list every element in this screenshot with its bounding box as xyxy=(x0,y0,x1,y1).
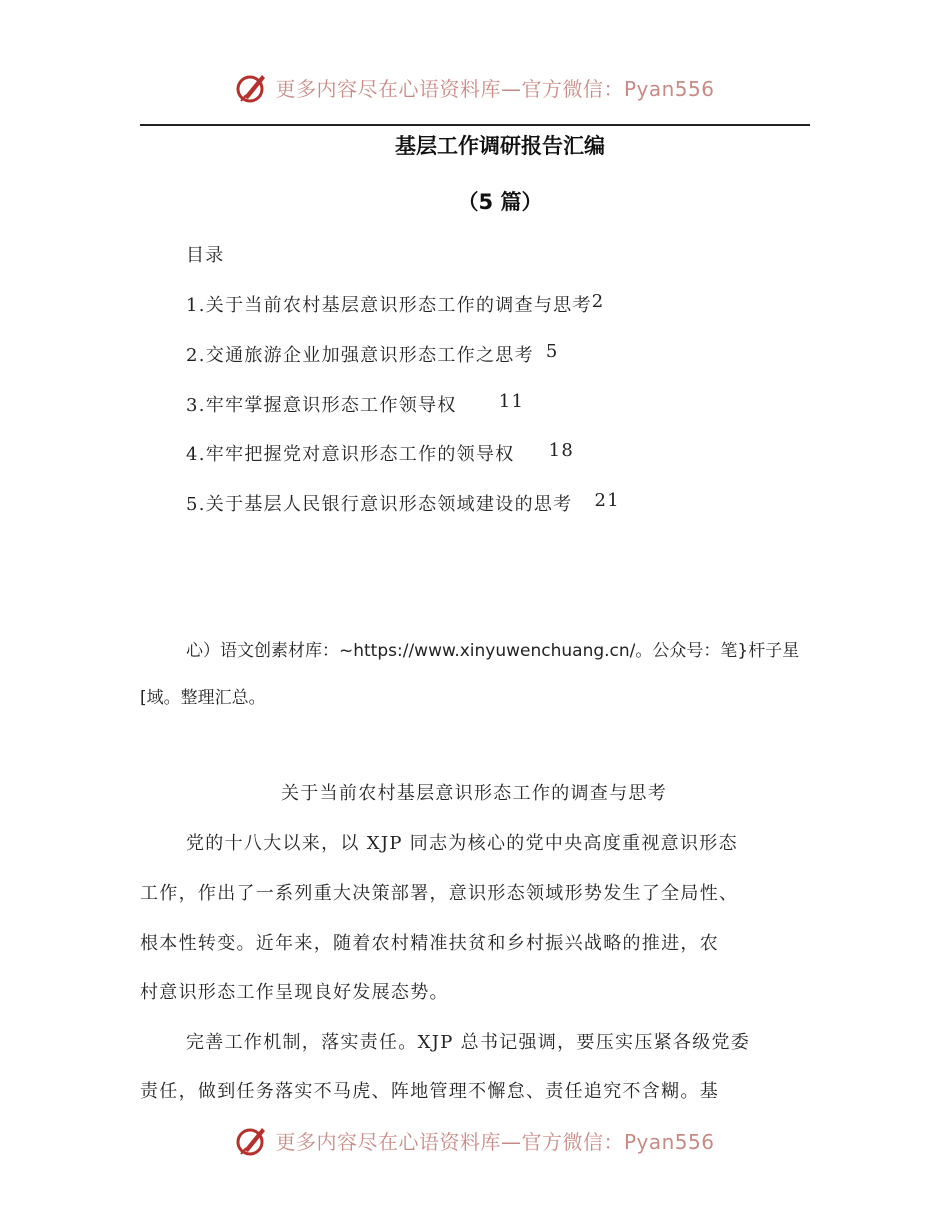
source-note-line: [域。整理汇总。 xyxy=(140,688,266,708)
toc-item-page: 21 xyxy=(594,490,620,511)
footer-watermark xyxy=(0,1123,950,1157)
toc-item-text: 3.牢牢掌握意识形态工作领导权 xyxy=(186,395,457,416)
toc-item-page: 18 xyxy=(548,440,575,461)
source-note-line: 心）语文创素材库：~https://www.xinyuwenchuang.cn/。公众号：笔}杆子星 xyxy=(186,641,800,661)
toc-item-page: 2 xyxy=(591,291,605,312)
toc-item-text: 4.牢牢把握党对意识形态工作的领导权 xyxy=(186,444,515,465)
article-line: 根本性转变。近年来，随着农村精准扶贫和乡村振兴战略的推进，农 xyxy=(140,933,719,954)
toc-item xyxy=(186,391,524,417)
header-divider xyxy=(140,124,810,126)
toc-heading: 目录 xyxy=(186,245,225,266)
toc-item-text: 2.交通旅游企业加强意识形态工作之思考 xyxy=(186,345,534,366)
article-line: 责任，做到任务落实不马虎、阵地管理不懈怠、责任追究不含糊。基 xyxy=(140,1081,719,1102)
toc-item xyxy=(186,291,605,317)
toc-item-text: 5.关于基层人民银行意识形态领域建设的思考 xyxy=(186,494,573,515)
header-watermark xyxy=(0,70,950,104)
watermark-text: 更多内容尽在心语资料库—官方微信：Pyan556 xyxy=(275,76,715,101)
article-line: 完善工作机制，落实责任。XJP 总书记强调，要压实压紧各级党委 xyxy=(186,1032,751,1053)
watermark-text: 更多内容尽在心语资料库—官方微信：Pyan556 xyxy=(275,1129,715,1154)
quill-pen-circle-icon xyxy=(235,70,269,104)
article-line: 党的十八大以来，以 XJP 同志为核心的党中央高度重视意识形态 xyxy=(186,833,738,854)
article-line: 工作，作出了一系列重大决策部署，意识形态领域形势发生了全局性、 xyxy=(140,883,739,904)
toc-item xyxy=(186,490,620,516)
toc-item xyxy=(186,440,574,466)
toc-item xyxy=(186,341,559,367)
article-line: 村意识形态工作呈现良好发展态势。 xyxy=(140,982,449,1003)
document-subtitle: （5 篇） xyxy=(457,190,543,214)
toc-item-text: 1.关于当前农村基层意识形态工作的调查与思考 xyxy=(186,295,592,316)
toc-item-page: 11 xyxy=(498,391,525,412)
quill-pen-circle-icon xyxy=(235,1123,269,1157)
toc-item-page: 5 xyxy=(545,341,559,362)
document-title: 基层工作调研报告汇编 xyxy=(395,134,605,158)
article-title: 关于当前农村基层意识形态工作的调查与思考 xyxy=(281,783,667,804)
